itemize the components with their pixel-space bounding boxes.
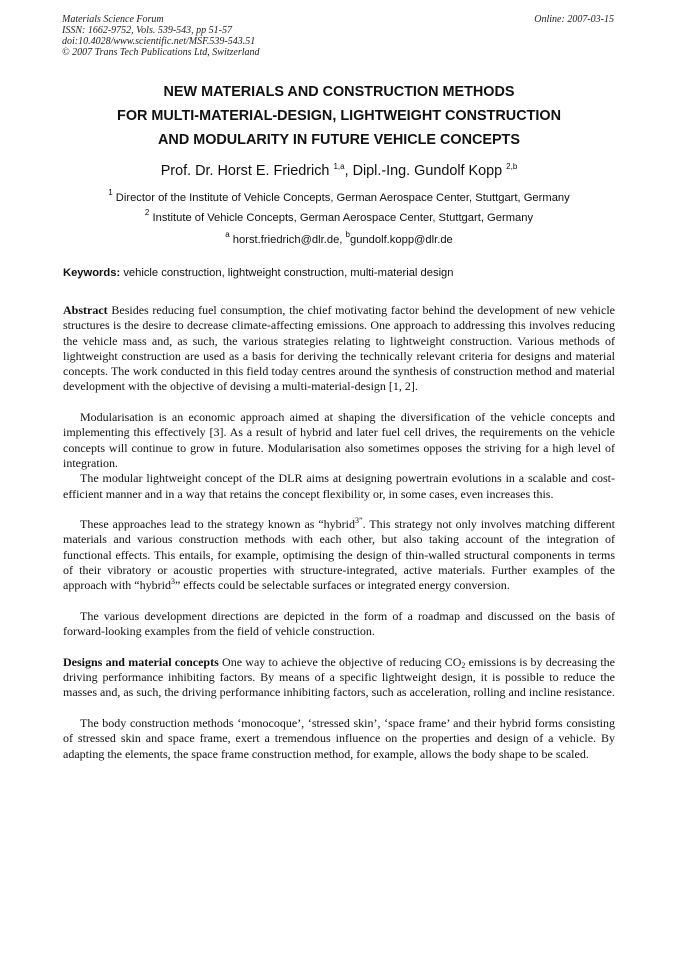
designs-label: Designs and material concepts — [63, 654, 219, 669]
affiliation-1-marker: 1 — [108, 188, 113, 197]
abstract-text: Besides reducing fuel consumption, the chief motivating factor behind the development of new vehicle structures is the desire to decrease climate-affecting emissions. One approach to addressing this involves reducing the vehicle mass and, as such, the various strategies relating to lightweight construction. Various methods of lightweight construction are used as a basis for deriving the technically relevant criteria for designs and material concepts. The work conducted in this field today centres around the synthesis of construction method and material development with the objective of devising a multi-material-design [1, 2]. — [63, 303, 615, 394]
roadmap-paragraph: The various development directions are depicted in the form of a roadmap and discussed on the basis of forward-looking examples from the field of vehicle construction. — [63, 608, 615, 639]
copyright-line: © 2007 Trans Tech Publications Ltd, Switzerland — [62, 47, 260, 58]
title-line-2: FOR MULTI-MATERIAL-DESIGN, LIGHTWEIGHT CONSTRUCTION — [117, 108, 561, 124]
email-a[interactable]: horst.friedrich@dlr.de, — [232, 234, 343, 246]
designs-paragraph — [63, 655, 615, 701]
body-construction-paragraph: The body construction methods ‘monocoque’, ‘stressed skin’, ‘space frame’ and their hybrid forms consisting of stressed skin and space frame, exert a tremendous influence on the properties and design of a vehicle. By adapting the elements, the space frame construction method, for example, allows the body shape to be scaled. — [63, 716, 615, 761]
author-2-marker: 2,b — [506, 162, 518, 171]
hybrid-text-a: These approaches lead to the strategy known as “hybrid — [80, 517, 356, 532]
email-b-marker: b — [345, 230, 350, 239]
affiliation-2-marker: 2 — [144, 208, 150, 217]
journal-header — [62, 14, 422, 58]
designs-text-a: One way to achieve the objective of reducing CO — [222, 654, 462, 669]
author-1-marker: 1,a — [333, 162, 345, 171]
affiliation-1 — [40, 188, 638, 205]
affiliation-2-text: Institute of Vehicle Concepts, German Aerospace Center, Stuttgart, Germany — [152, 212, 534, 224]
hybrid-superscript-2: 3 — [170, 577, 175, 587]
email-b[interactable]: gundolf.kopp@dlr.de — [349, 234, 453, 246]
affiliation-2 — [40, 208, 638, 225]
keywords-label: Keywords: — [63, 267, 121, 279]
co2-subscript: 2 — [461, 660, 466, 670]
paper-body — [63, 303, 615, 762]
author-line — [40, 161, 638, 181]
abstract-label: Abstract — [63, 303, 108, 317]
dlr-concept-paragraph: The modular lightweight concept of the DLR aims at designing powertrain evolutions in a scalable and cost-efficient manner and in a way that retains the concept flexibility or, in some cases, even increases this. — [63, 471, 615, 501]
designs-text-b: emissions is by decreasing the driving performance inhibiting factors. By means of a specific lightweight design, it is possible to reduce the masses and, as such, the driving performance inhibiting factors, such as acceleration, rolling and incline resistance. — [63, 654, 616, 700]
doi-line: doi:10.4028/www.scientific.net/MSF.539-543.51 — [62, 36, 256, 47]
hybrid-text-b: . This strategy not only involves matching different materials and various construction methods with each other, but also taking account of the integration of functional effects. This entails, for example, optimising the design of thin-walled structural components in terms of their vibratory or acoustic properties with structure-integrated, active materials. Further examples of the approach with “hybrid — [63, 517, 615, 593]
email-line — [40, 230, 638, 247]
affiliation-1-text: Director of the Institute of Vehicle Concepts, German Aerospace Center, Stuttgart, Germany — [115, 192, 570, 204]
paper-title — [40, 80, 638, 152]
author-1: Prof. Dr. Horst E. Friedrich — [160, 163, 330, 179]
hybrid-text-c: ” effects could be selectable surfaces or integrated energy conversion. — [174, 578, 510, 593]
journal-name: Materials Science Forum — [62, 14, 164, 25]
online-date: Online: 2007-03-15 — [534, 14, 614, 25]
modularisation-paragraph: Modularisation is an economic approach aimed at shaping the diversification of the vehicle concepts and implementing this effectively [3]. As a result of hybrid and later fuel cell drives, the requirements on the vehicle concepts will continue to grow in future. Modularisation also sometimes opposes the striving for a high level of integration. — [63, 410, 615, 470]
title-line-3: AND MODULARITY IN FUTURE VEHICLE CONCEPTS — [158, 132, 520, 148]
email-a-marker: a — [225, 230, 230, 239]
hybrid-paragraph — [63, 517, 615, 593]
keywords-text: vehicle construction, lightweight construction, multi-material design — [123, 267, 454, 279]
author-separator: , — [344, 163, 353, 179]
abstract-paragraph — [63, 303, 615, 395]
author-2: Dipl.-Ing. Gundolf Kopp — [352, 163, 503, 179]
keywords-line — [63, 266, 615, 280]
title-line-1: NEW MATERIALS AND CONSTRUCTION METHODS — [163, 84, 515, 100]
hybrid-superscript-1: 3” — [355, 516, 363, 526]
issn-line: ISSN: 1662-9752, Vols. 539-543, pp 51-57 — [62, 25, 232, 36]
